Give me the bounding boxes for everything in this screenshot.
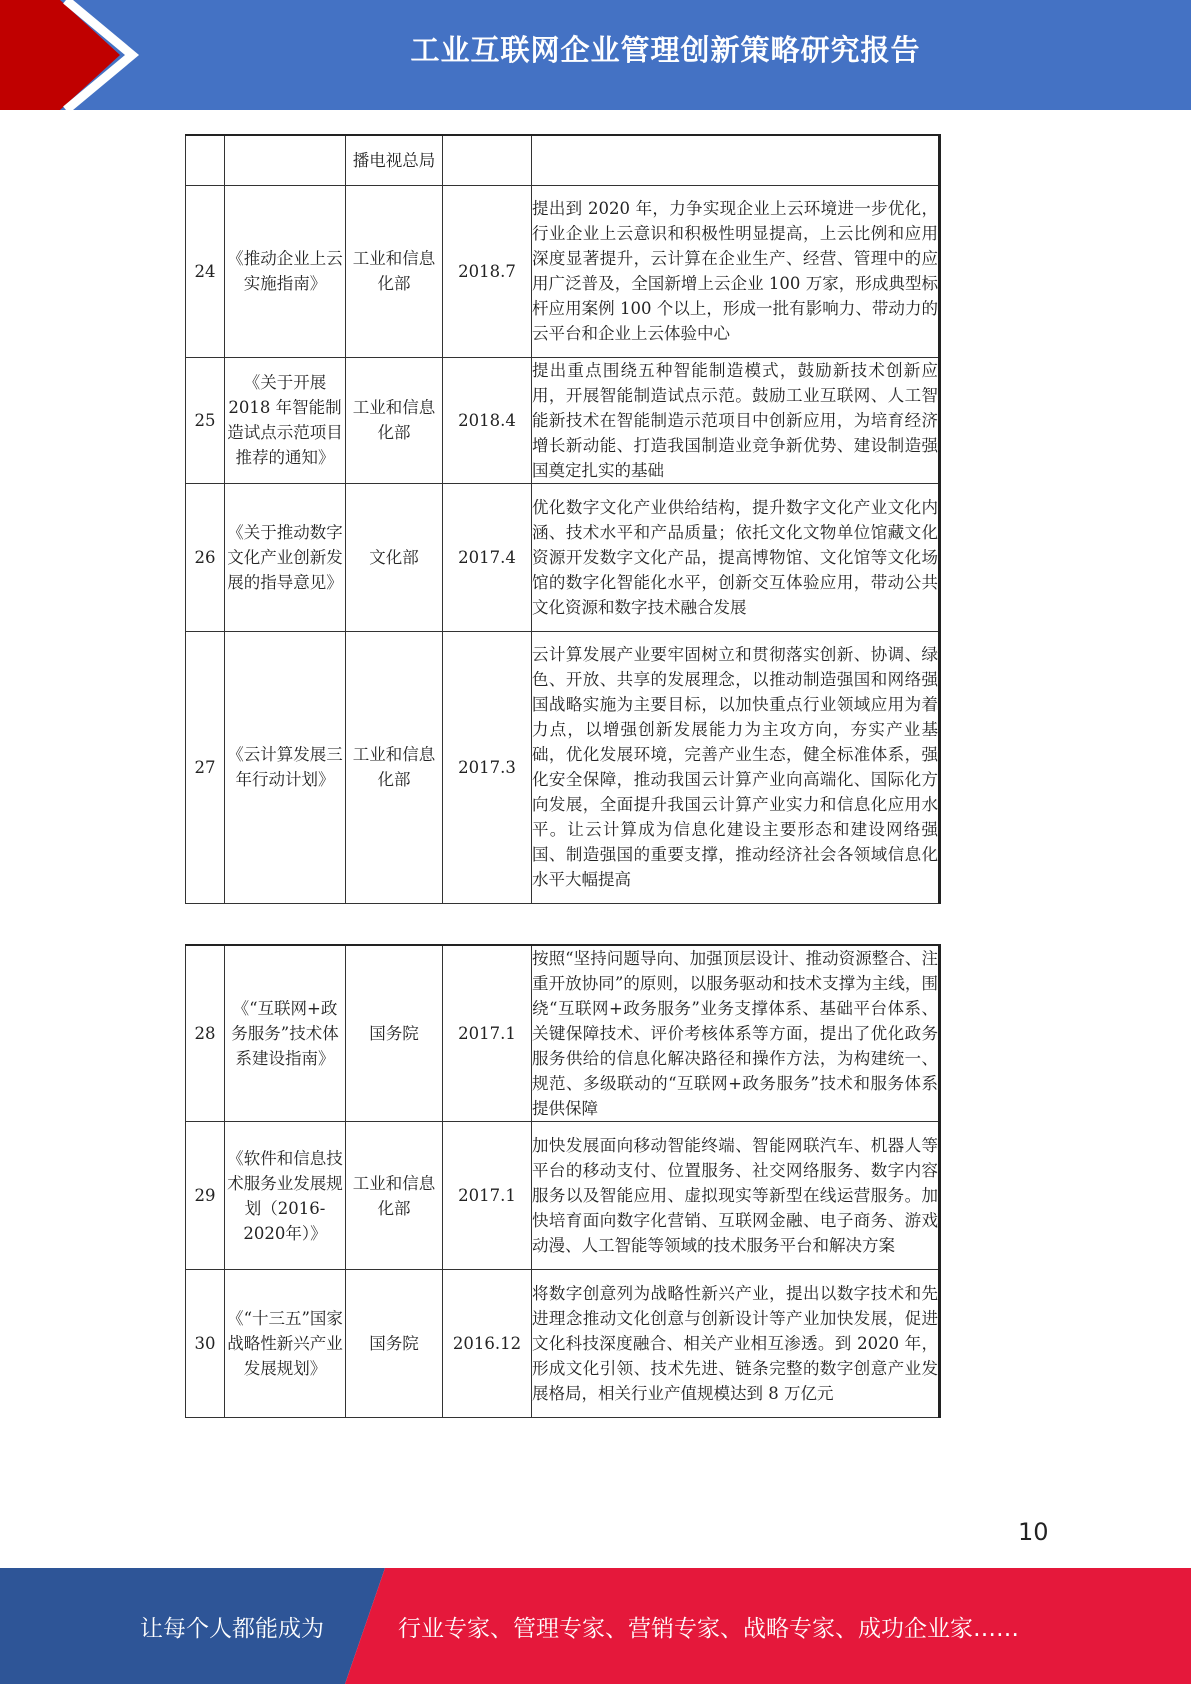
issuing-org: 工业和信息化部 [346, 357, 443, 483]
issue-date: 2017.3 [443, 631, 532, 903]
policy-description: 提出重点围绕五种智能制造模式，鼓励新技术创新应用，开展智能制造试点示范。鼓励工业互联网、人工智能新技术在智能制造示范项目中创新应用，为培育经济增长新动能、打造我国制造业竞争新优势、建设制造强国奠定扎实的基础 [532, 357, 940, 483]
issue-date: 2017.1 [443, 1122, 532, 1270]
footer-slogan-left: 让每个人都能成为 [140, 1616, 324, 1642]
issue-date: 2017.4 [443, 483, 532, 631]
issue-date [443, 135, 532, 185]
issuing-org: 工业和信息化部 [346, 631, 443, 903]
issuing-org: 文化部 [346, 483, 443, 631]
issue-date: 2016.12 [443, 1270, 532, 1418]
policy-description: 按照“坚持问题导向、加强顶层设计、推动资源整合、注重开放协同”的原则，以服务驱动和技术支撑为主线，围绕“互联网+政务服务”业务支撑体系、基础平台体系、关键保障技术、评价考核体系等方面，提出了优化政务服务供给的信息化解决路径和操作方法，为构建统一、规范、多级联动的“互联网+政务服务”技术和服务体系提供保障 [532, 945, 940, 1122]
policy-description: 加快发展面向移动智能终端、智能网联汽车、机器人等平台的移动支付、位置服务、社交网络服务、数字内容服务以及智能应用、虚拟现实等新型在线运营服务。加快培育面向数字化营销、互联网金融、电子商务、游戏动漫、人工智能等领域的技术服务平台和解决方案 [532, 1122, 940, 1270]
row-number: 26 [186, 483, 225, 631]
table-row [186, 1122, 940, 1270]
issuing-org: 工业和信息化部 [346, 1122, 443, 1270]
policy-name: 《关于开展 2018 年智能制造试点示范项目推荐的通知》 [225, 357, 346, 483]
policy-description: 将数字创意列为战略性新兴产业，提出以数字技术和先进理念推动文化创意与创新设计等产业加快发展，促进文化科技深度融合、相关产业相互渗透。到 2020 年，形成文化引领、技术先进、链条完整的数字创意产业发展格局，相关行业产值规模达到 8 万亿元 [532, 1270, 940, 1418]
row-number: 29 [186, 1122, 225, 1270]
issuing-org: 工业和信息化部 [346, 185, 443, 357]
policy-description: 提出到 2020 年，力争实现企业上云环境进一步优化，行业企业上云意识和积极性明显提高，上云比例和应用深度显著提升，云计算在企业生产、经营、管理中的应用广泛普及，全国新增上云企业 100 万家，形成典型标杆应用案例 100 个以上，形成一批有影响力、带动力的云平台和企业上云体验中心 [532, 185, 940, 357]
policy-table-part2 [185, 944, 941, 1418]
header-arrow-icon [0, 0, 150, 110]
row-number: 27 [186, 631, 225, 903]
policy-description: 优化数字文化产业供给结构，提升数字文化产业文化内涵、技术水平和产品质量；依托文化文物单位馆藏文化资源开发数字文化产品，提高博物馆、文化馆等文化场馆的数字化智能化水平，创新交互体验应用，带动公共文化资源和数字技术融合发展 [532, 483, 940, 631]
issue-date: 2017.1 [443, 945, 532, 1122]
row-number: 30 [186, 1270, 225, 1418]
table-row [186, 945, 940, 1122]
policy-table-part1 [185, 134, 941, 904]
policy-name: 《“十三五”国家战略性新兴产业发展规划》 [225, 1270, 346, 1418]
header-banner [0, 0, 1191, 110]
table-row [186, 135, 940, 185]
policy-description: 云计算发展产业要牢固树立和贯彻落实创新、协调、绿色、开放、共享的发展理念，以推动制造强国和网络强国战略实施为主要目标，以加快重点行业领域应用为着力点，以增强创新发展能力为主攻方向，夯实产业基础，优化发展环境，完善产业生态，健全标准体系，强化安全保障，推动我国云计算产业向高端化、国际化方向发展，全面提升我国云计算产业实力和信息化应用水平。让云计算成为信息化建设主要形态和建设网络强国、制造强国的重要支撑，推动经济社会各领域信息化水平大幅提高 [532, 631, 940, 903]
policy-name: 《推动企业上云实施指南》 [225, 185, 346, 357]
row-number [186, 135, 225, 185]
table-row [186, 1270, 940, 1418]
row-number: 28 [186, 945, 225, 1122]
row-number: 25 [186, 357, 225, 483]
table-row [186, 357, 940, 483]
table-row [186, 631, 940, 903]
page-number: 10 [1018, 1518, 1049, 1546]
footer-banner [0, 1568, 1191, 1684]
issuing-org: 播电视总局 [346, 135, 443, 185]
table-row [186, 483, 940, 631]
page-title: 工业互联网企业管理创新策略研究报告 [410, 33, 921, 67]
footer-slogan-right: 行业专家、管理专家、营销专家、战略专家、成功企业家…… [398, 1616, 1019, 1642]
policy-name: 《关于推动数字文化产业创新发展的指导意见》 [225, 483, 346, 631]
policy-name: 《软件和信息技术服务业发展规划（2016-2020年）》 [225, 1122, 346, 1270]
issue-date: 2018.4 [443, 357, 532, 483]
policy-description [532, 135, 940, 185]
policy-name: 《“互联网+政务服务”技术体系建设指南》 [225, 945, 346, 1122]
row-number: 24 [186, 185, 225, 357]
table-row [186, 185, 940, 357]
policy-name [225, 135, 346, 185]
issue-date: 2018.7 [443, 185, 532, 357]
policy-name: 《云计算发展三年行动计划》 [225, 631, 346, 903]
issuing-org: 国务院 [346, 1270, 443, 1418]
issuing-org: 国务院 [346, 945, 443, 1122]
